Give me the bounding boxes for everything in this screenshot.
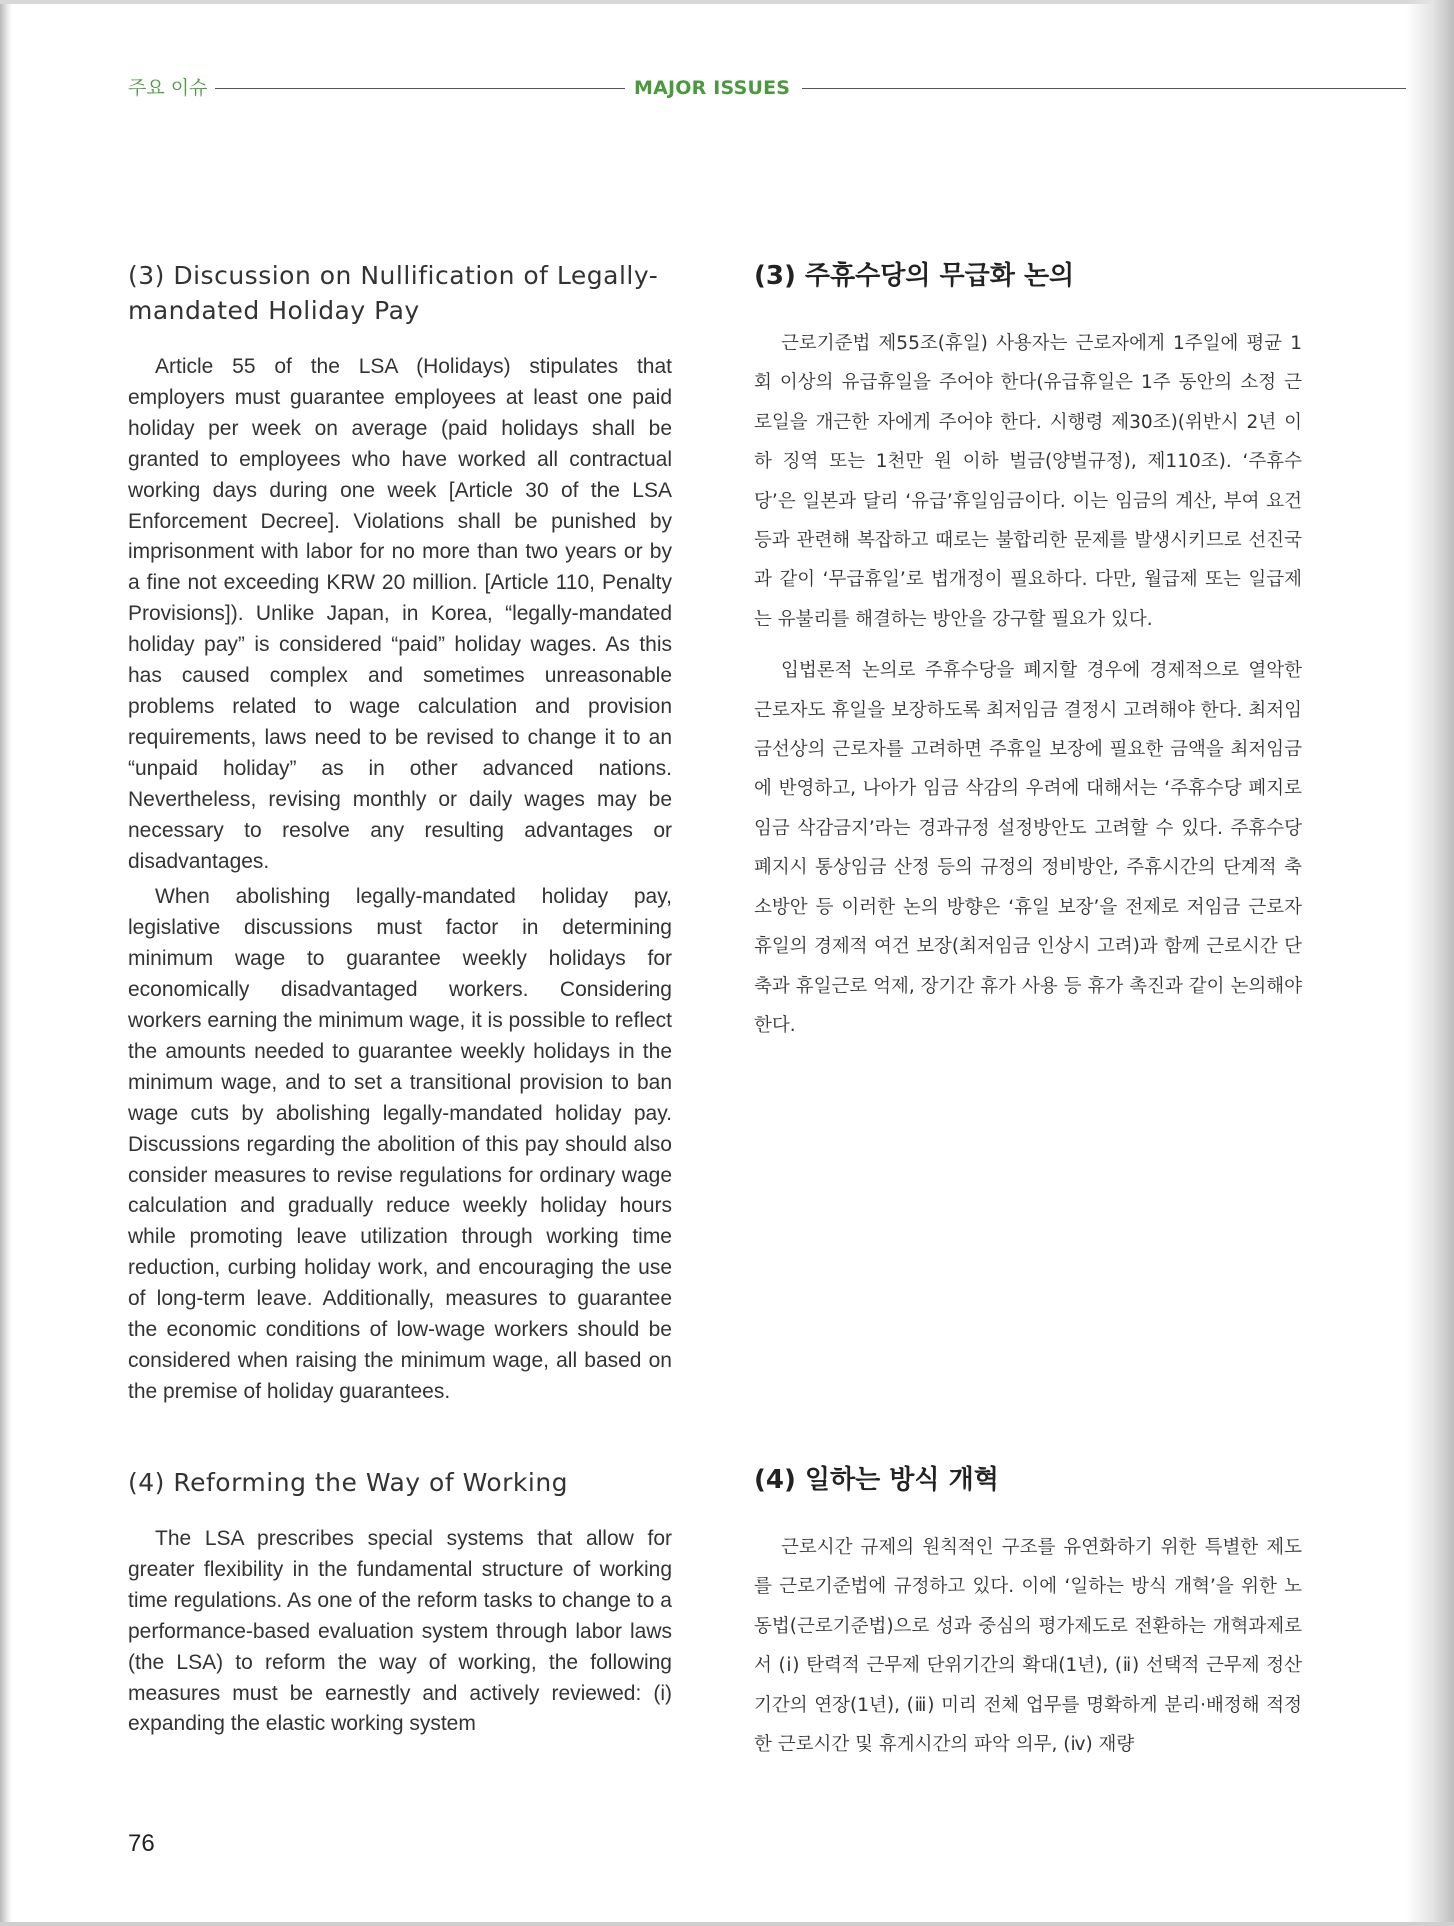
section3-paragraph-en-1: Article 55 of the LSA (Holidays) stipulates that employers must guarantee employees at least one paid holiday per week on average (paid holidays shall be granted to employees who have worked all contractual working days during one week [Article 30 of the LSA Enforcement Decree]. Violations shall be punished by imprisonment with labor for no more than two years or by a fine not exceeding KRW 20 million. [Article 110, Penalty Provisions]). Unlike Japan, in Korea, “legally-mandated holiday pay” is considered “paid” holiday wages. As this has caused complex and sometimes unreasonable problems related to wage calculation and provision requirements, laws need to be revised to change it to an “unpaid holiday” as in other advanced nations. Nevertheless, revising monthly or daily wages may be necessary to resolve any resulting advantages or disadvantages.: [128, 355, 672, 873]
page-edge-bottom: [0, 1922, 1454, 1926]
section3-paragraph-en-2: When abolishing legally-mandated holiday pay, legislative discussions must factor in determining minimum wage to guarantee weekly holidays for economically disadvantaged workers. Considering workers earning the minimum wage, it is possible to reflect the amounts needed to guarantee weekly holidays in the minimum wage, and to set a transitional provision to ban wage cuts by abolishing legally-mandated holiday pay. Discussions regarding the abolition of this pay should also consider measures to revise regulations for ordinary wage calculation and gradually reduce weekly holiday hours while promoting leave utilization through working time reduction, curbing holiday work, and encouraging the use of long-term leave. Additionally, measures to guarantee the economic conditions of low-wage workers should be considered when raising the minimum wage, all based on the premise of holiday guarantees.: [128, 885, 672, 1403]
running-header-english: MAJOR ISSUES: [634, 77, 791, 99]
page-binding-shadow: [1406, 0, 1454, 1926]
page-number: 76: [128, 1830, 155, 1857]
page-edge-left: [0, 0, 12, 1926]
korean-column: [754, 258, 1302, 1057]
header-rule-right: [802, 88, 1406, 89]
section4-title-en: (4) Reforming the Way of Working: [128, 1468, 569, 1497]
section3-paragraph-ko-1: 근로기준법 제55조(휴일) 사용자는 근로자에게 1주일에 평균 1회 이상의 유급휴일을 주어야 한다(유급휴일은 1주 동안의 소정 근로일을 개근한 자에게 주어야 한다. 시행령 제30조)(위반시 2년 이하 징역 또는 1천만 원 이하 벌금(양벌규정), 제110조). ‘주휴수당’은 일본과 달리 ‘유급’휴일임금이다. 이는 임금의 계산, 부여 요건 등과 관련해 복잡하고 때로는 불합리한 문제를 발생시키므로 선진국과 같이 ‘무급휴일’로 법개정이 필요하다. 다만, 월급제 또는 일급제는 유불리를 해결하는 방안을 강구할 필요가 있다.: [754, 333, 1302, 630]
section3-paragraph-ko-2: 입법론적 논의로 주휴수당을 폐지할 경우에 경제적으로 열악한 근로자도 휴일을 보장하도록 최저임금 결정시 고려해야 한다. 최저임금선상의 근로자를 고려하면 주휴일 보장에 필요한 금액을 최저임금에 반영하고, 나아가 임금 삭감의 우려에 대해서는 ‘주휴수당 폐지로 임금 삭감금지’라는 경과규정 설정방안도 고려할 수 있다. 주휴수당 폐지시 통상임금 산정 등의 규정의 정비방안, 주휴시간의 단계적 축소방안 등 이러한 논의 방향은 ‘휴일 보장’을 전제로 저임금 근로자 휴일의 경제적 여건 보장(최저임금 인상시 고려)과 함께 근로시간 단축과 휴일근로 억제, 장기간 휴가 사용 등 휴가 촉진과 같이 논의해야 한다.: [754, 660, 1302, 1036]
section4-paragraph-en-1: The LSA prescribes special systems that allow for greater flexibility in the fundamental structure of working time regulations. As one of the reform tasks to change to a performance-based evaluation system through labor laws (the LSA) to reform the way of working, the following measures must be earnestly and actively reviewed: (i) expanding the elastic working system: [128, 1527, 672, 1736]
section4-paragraph-ko-1: 근로시간 규제의 원칙적인 구조를 유연화하기 위한 특별한 제도를 근로기준법에 규정하고 있다. 이에 ‘일하는 방식 개혁’을 위한 노동법(근로기준법)으로 성과 중심의 평가제도로 전환하는 개혁과제로서 (ⅰ) 탄력적 근무제 단위기간의 확대(1년), (ⅱ) 선택적 근무제 정산기간의 연장(1년), (ⅲ) 미리 전체 업무를 명확하게 분리·배정해 적정한 근로시간 및 휴게시간의 파악 의무, (ⅳ) 재량: [754, 1537, 1302, 1756]
page-edge-top: [0, 0, 1454, 4]
english-column: [128, 258, 672, 1413]
section4-english: [128, 1465, 672, 1745]
section3-title-ko: (3) 주휴수당의 무급화 논의: [754, 261, 1075, 291]
header-rule-left: [215, 88, 625, 89]
section4-title-ko: (4) 일하는 방식 개혁: [754, 1465, 999, 1495]
section4-korean: [754, 1462, 1302, 1776]
running-header-korean: 주요 이슈: [128, 77, 208, 99]
section3-title-en: (3) Discussion on Nullification of Legally-mandated Holiday Pay: [128, 261, 659, 325]
